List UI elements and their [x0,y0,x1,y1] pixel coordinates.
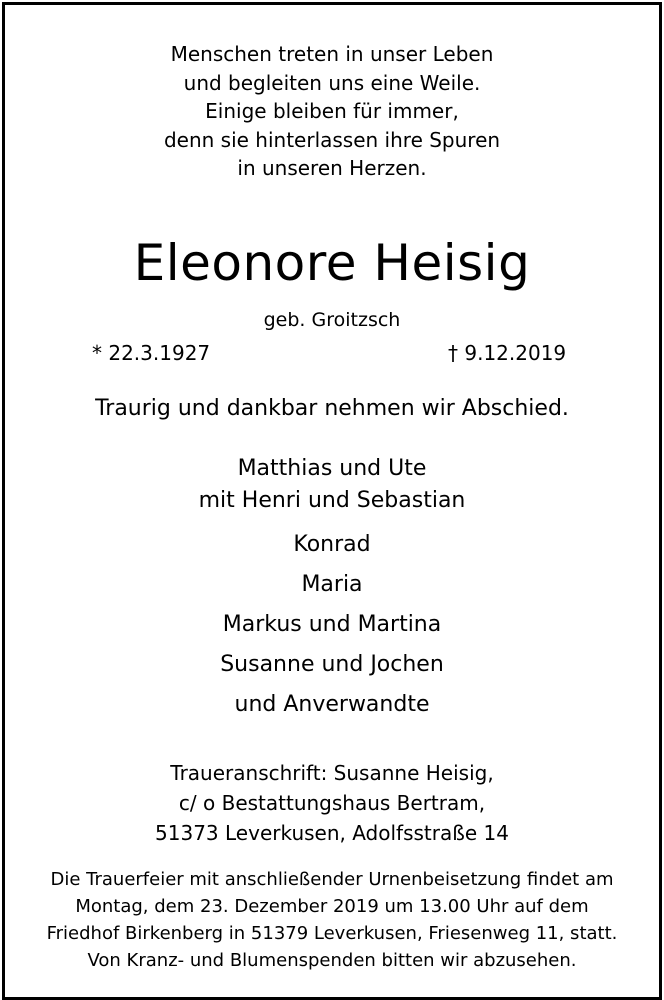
ceremony-line: Friedhof Birkenberg in 51379 Leverkusen, Friesenweg 11, statt. [46,923,618,944]
address-line: 51373 Leverkusen, Adolfsstraße 14 [155,821,509,845]
birth-date: * 22.3.1927 [92,341,211,365]
ceremony-info [0,866,664,974]
address-line: Traueranschrift: Susanne Heisig, [170,761,494,785]
family-member: Matthias und Ute [237,456,427,481]
poem-line: und begleiten uns eine Weile. [183,70,481,95]
ceremony-line: Die Trauerfeier mit anschließender Urnenbeisetzung findet am [50,869,614,890]
family-member: und Anverwandte [234,692,430,717]
poem-line: in unseren Herzen. [237,156,427,180]
ceremony-line: Von Kranz- und Blumenspenden bitten wir abzusehen. [87,950,577,971]
family-member: Susanne und Jochen [220,652,444,677]
family-member: mit Henri und Sebastian [198,488,466,513]
poem [0,40,664,183]
poem-line: Menschen treten in unser Leben [170,42,494,66]
farewell-text: Traurig und dankbar nehmen wir Abschied. [95,396,569,421]
family-member: Konrad [293,532,371,557]
death-date: † 9.12.2019 [448,341,567,365]
deceased-name: Eleonore Heisig [133,234,531,292]
poem-line: denn sie hinterlassen ihre Spuren [163,127,501,152]
mourning-address [0,758,664,848]
family-list [0,453,664,725]
ceremony-line: Montag, dem 23. Dezember 2019 um 13.00 Uhr auf dem [75,896,589,917]
family-member: Maria [301,572,363,597]
address-line: c/ o Bestattungshaus Bertram, [178,791,486,815]
born-name: geb. Groitzsch [263,309,401,331]
poem-line: Einige bleiben für immer, [205,99,459,123]
family-member: Markus und Martina [222,612,442,637]
